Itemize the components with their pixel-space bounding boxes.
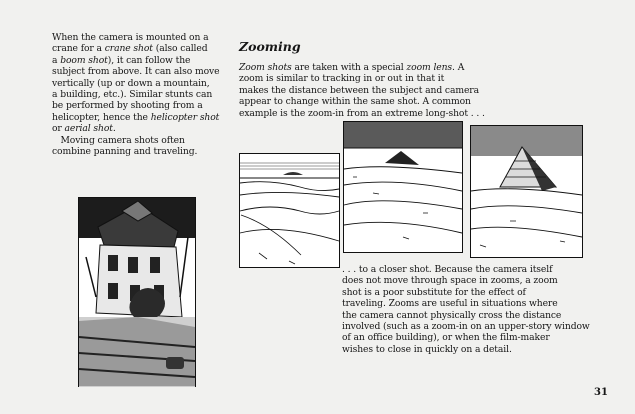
text-line: involved (such as a zoom-in on an upper-story window — [342, 321, 590, 333]
italic-term: helicopter shot — [150, 111, 220, 123]
left-column-text — [52, 32, 242, 157]
italic-term: aerial shot — [64, 123, 113, 135]
helicopter-shot-illustration — [78, 197, 196, 387]
text-line: makes the distance between the subject and camera — [239, 84, 479, 96]
crane-shot-paragraph — [52, 32, 242, 135]
zoom-panel-extreme-long-shot — [239, 153, 340, 268]
text-line: traveling. Zooms are useful in situations where — [342, 298, 558, 310]
text-line: shot is a poor substitute for the effect of — [342, 286, 526, 298]
text-line: Moving camera shots often — [52, 134, 185, 146]
text-line: subject from above. It can also move — [52, 66, 220, 78]
text-line: . . . to a closer shot. Because the camera itself — [342, 264, 553, 275]
text-line: or aerial shot. — [52, 123, 116, 135]
italic-term: boom shot — [60, 54, 108, 66]
text-line: does not move through space in zooms, a zoom — [342, 275, 558, 287]
page-number: 31 — [594, 387, 608, 398]
zoom-intro-paragraph — [239, 62, 499, 119]
text-line: a boom shot), it can follow the — [52, 54, 191, 66]
text-line: example is the zoom-in from an extreme long-shot . . . — [239, 107, 485, 119]
text-line: the camera cannot physically cross the distance — [342, 309, 562, 321]
text-line: When the camera is mounted on a — [52, 32, 209, 43]
italic-term: Zoom shots — [239, 62, 292, 73]
zoom-panel-medium-shot — [343, 121, 463, 253]
italic-term: crane shot — [104, 43, 153, 55]
moving-shots-paragraph — [52, 135, 242, 158]
zoom-continuation-paragraph — [342, 264, 602, 355]
zoom-intro-text — [239, 62, 499, 119]
text-line: wishes to close in quickly on a detail. — [342, 343, 512, 355]
section-heading: Zooming — [239, 39, 301, 54]
text-line: zoom is similar to tracking in or out in that it — [239, 73, 445, 85]
text-line: helicopter, hence the helicopter shot — [52, 111, 220, 123]
text-line: combine panning and traveling. — [52, 146, 198, 158]
text-line: vertically (up or down a mountain, — [52, 77, 210, 89]
text-line: be performed by shooting from a — [52, 100, 203, 112]
text-line: a building, etc.). Similar stunts can — [52, 89, 213, 101]
italic-term: zoom lens. — [406, 62, 455, 73]
zoom-panel-closer-shot — [470, 125, 583, 258]
text-line: Zoom shots are taken with a special zoom lens. A — [239, 62, 465, 73]
text-line: appear to change within the same shot. A common — [239, 96, 471, 108]
zoom-continuation-text — [342, 264, 602, 355]
text-line: crane for a crane shot (also called — [52, 43, 208, 55]
text-line: of an office building), or when the film-maker — [342, 332, 550, 344]
